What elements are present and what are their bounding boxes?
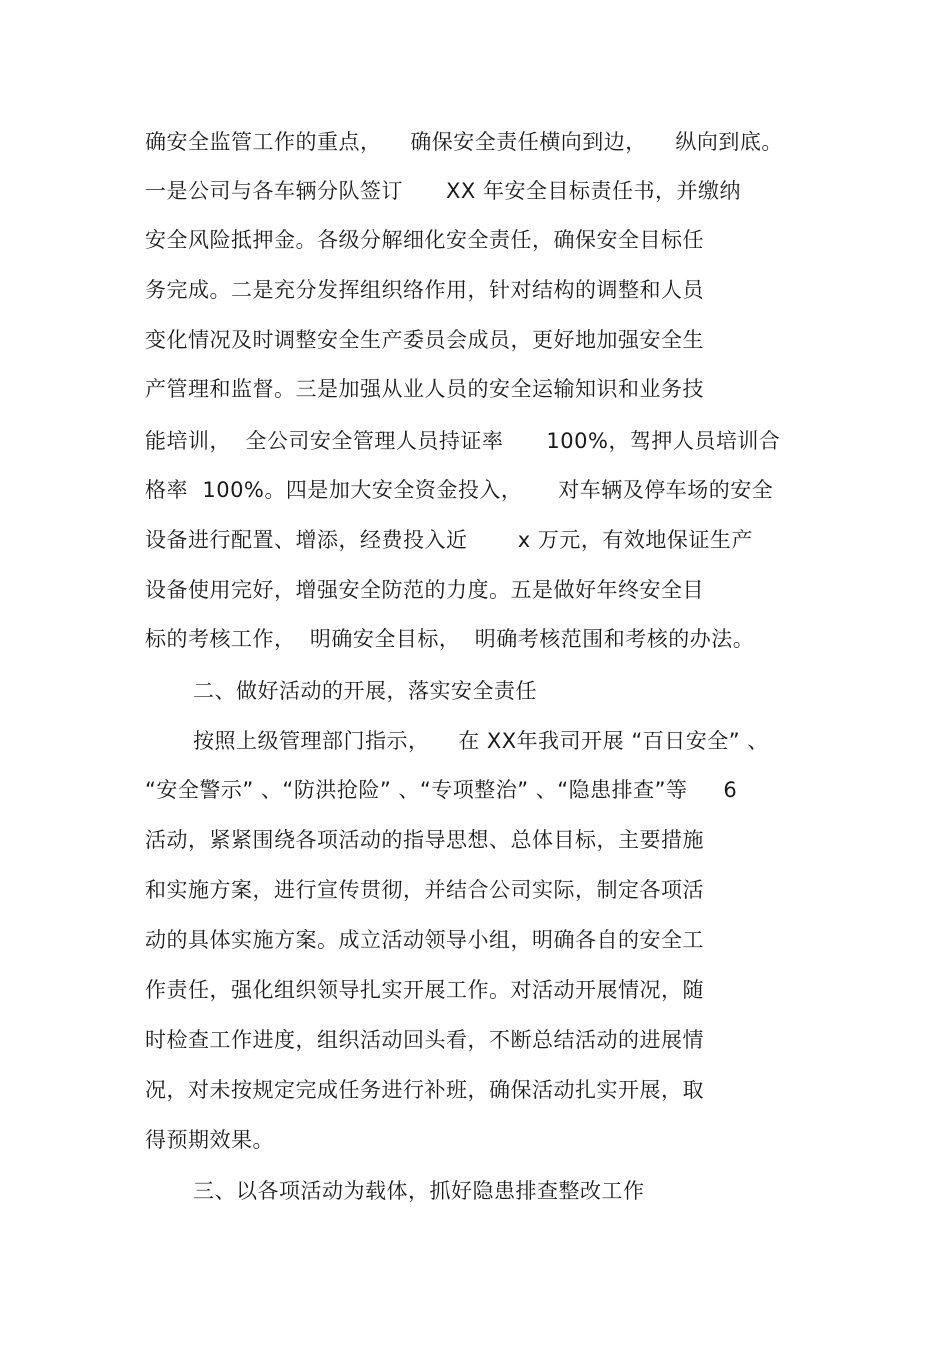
section-heading: 二、做好活动的开展，落实安全责任 [193, 679, 537, 703]
text-line: 变化情况及时调整安全生产委员会成员，更好地加强安全生 [145, 328, 704, 352]
text-line: 活动，紧紧围绕各项活动的指导思想、总体目标，主要措施 [145, 828, 704, 852]
text-line: “安全警示” 、“防洪抢险” 、“专项整治” 、“隐患排查”等 6 [145, 778, 738, 802]
text-line: 时检查工作进度，组织活动回头看，不断总结活动的进展情 [145, 1028, 704, 1052]
text-line: 一是公司与各车辆分队签订 XX 年安全目标责任书，并缴纳 [145, 179, 741, 203]
paragraph-start: 按照上级管理部门指示， 在 XX年我司开展 “百日安全” 、 [193, 729, 769, 753]
text-line: 安全风险抵押金。各级分解细化安全责任，确保安全目标任 [145, 228, 704, 252]
text-line: 动的具体实施方案。成立活动领导小组，明确各自的安全工 [145, 928, 704, 952]
text-line: 标的考核工作， 明确安全目标， 明确考核范围和考核的办法。 [145, 627, 755, 651]
text-line: 作责任，强化组织领导扎实开展工作。对活动开展情况，随 [145, 978, 704, 1002]
text-line: 格率 100%。四是加大安全资金投入， 对车辆及停车场的安全 [145, 478, 774, 502]
text-line: 产管理和监督。三是加强从业人员的安全运输知识和业务技 [145, 377, 704, 401]
text-line: 况，对未按规定完成任务进行补班，确保活动扎实开展，取 [145, 1078, 704, 1102]
text-line: 和实施方案，进行宣传贯彻，并结合公司实际，制定各项活 [145, 878, 704, 902]
text-line: 能培训， 全公司安全管理人员持证率 100%，驾押人员培训合 [145, 429, 781, 453]
text-line: 务完成。二是充分发挥组织络作用，针对结构的调整和人员 [145, 278, 704, 302]
section-heading: 三、以各项活动为载体，抓好隐患排查整改工作 [193, 1179, 645, 1203]
text-line: 得预期效果。 [145, 1128, 274, 1152]
text-line: 确安全监管工作的重点， 确保安全责任横向到边， 纵向到底。 [145, 130, 783, 154]
text-line: 设备使用完好，增强安全防范的力度。五是做好年终安全目 [145, 578, 704, 602]
text-line: 设备进行配置、增添，经费投入近 x 万元，有效地保证生产 [145, 528, 753, 552]
